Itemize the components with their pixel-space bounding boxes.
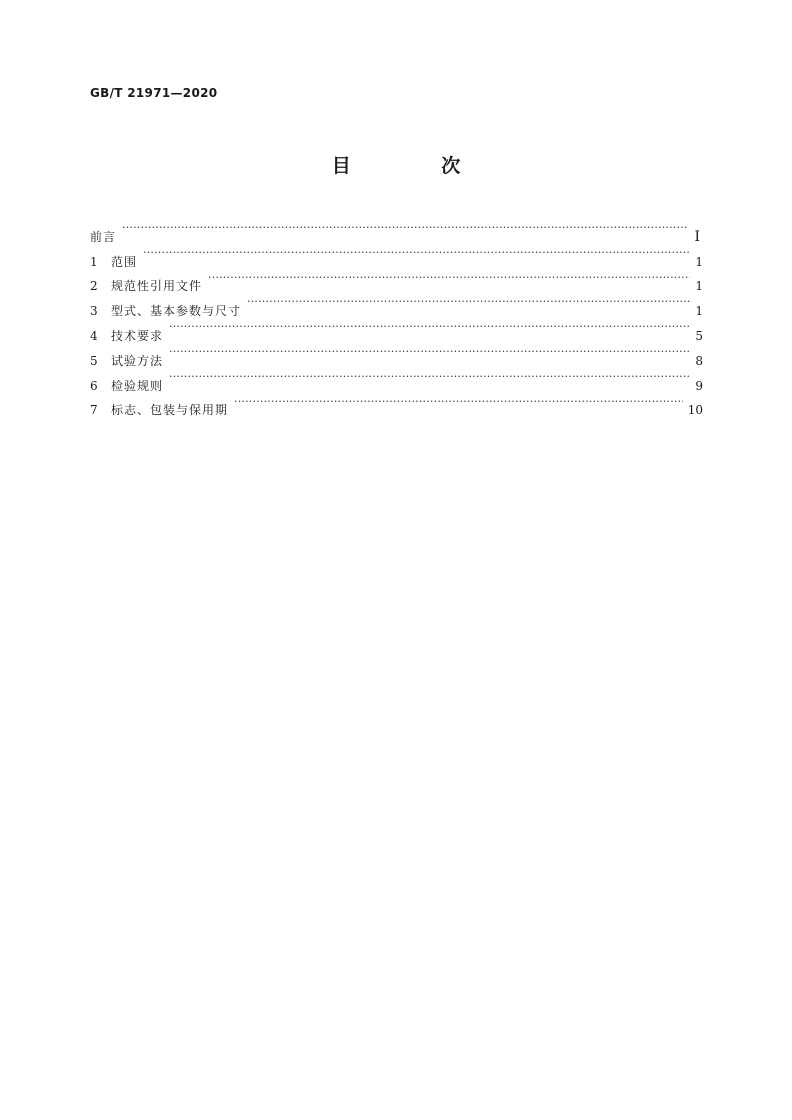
toc-entry-label: 范围 — [111, 254, 138, 269]
toc-leader-dots — [208, 266, 690, 291]
toc-entry-number: 7 — [90, 403, 98, 418]
toc-entry-label: 规范性引用文件 — [111, 279, 203, 294]
toc-entry-marking-packaging-warranty[interactable] — [90, 390, 703, 418]
toc-entry-scope[interactable] — [90, 241, 703, 269]
toc-entry-page: 5 — [695, 328, 703, 343]
toc-leader-dots — [247, 290, 690, 315]
toc-entry-label: 检验规则 — [111, 378, 164, 393]
toc-entry-page: 9 — [695, 378, 703, 393]
toc-entry-label: 标志、包装与保用期 — [111, 403, 229, 418]
toc-entry-number: 1 — [90, 254, 98, 269]
toc-leader-dots — [122, 216, 687, 241]
toc-leader-dots — [169, 365, 690, 390]
toc-entry-normative-references[interactable] — [90, 266, 703, 294]
toc-leader-dots — [143, 241, 690, 266]
toc-entry-number: 3 — [90, 304, 98, 319]
toc-leader-dots — [234, 390, 683, 415]
toc-title: 目 次 — [331, 155, 503, 177]
toc-entry-number: 5 — [90, 353, 98, 368]
toc-entry-page: 1 — [695, 279, 703, 294]
toc-leader-dots — [169, 315, 690, 340]
standard-code: GB/T 21971—2020 — [90, 86, 218, 100]
toc-entry-label: 前言 — [90, 229, 117, 244]
toc-entry-technical-requirements[interactable] — [90, 315, 703, 343]
toc-entry-label: 试验方法 — [111, 353, 164, 368]
toc-entry-page: 1 — [695, 254, 703, 269]
toc-leader-dots — [169, 340, 690, 365]
toc-entry-label: 型式、基本参数与尺寸 — [111, 304, 242, 319]
toc-entry-number: 6 — [90, 378, 98, 393]
toc-entry-number: 4 — [90, 328, 98, 343]
toc-entry-label: 技术要求 — [111, 328, 164, 343]
toc-entry-inspection-rules[interactable] — [90, 365, 703, 393]
toc-entry-number: 2 — [90, 279, 98, 294]
toc-entry-page: Ⅰ — [694, 228, 700, 245]
toc-entry-test-methods[interactable] — [90, 340, 703, 368]
table-of-contents — [90, 216, 703, 418]
toc-entry-page: 10 — [687, 403, 703, 418]
toc-entry-page: 8 — [695, 353, 703, 368]
toc-entry-page: 1 — [695, 304, 703, 319]
toc-entry-foreword[interactable] — [90, 216, 703, 245]
